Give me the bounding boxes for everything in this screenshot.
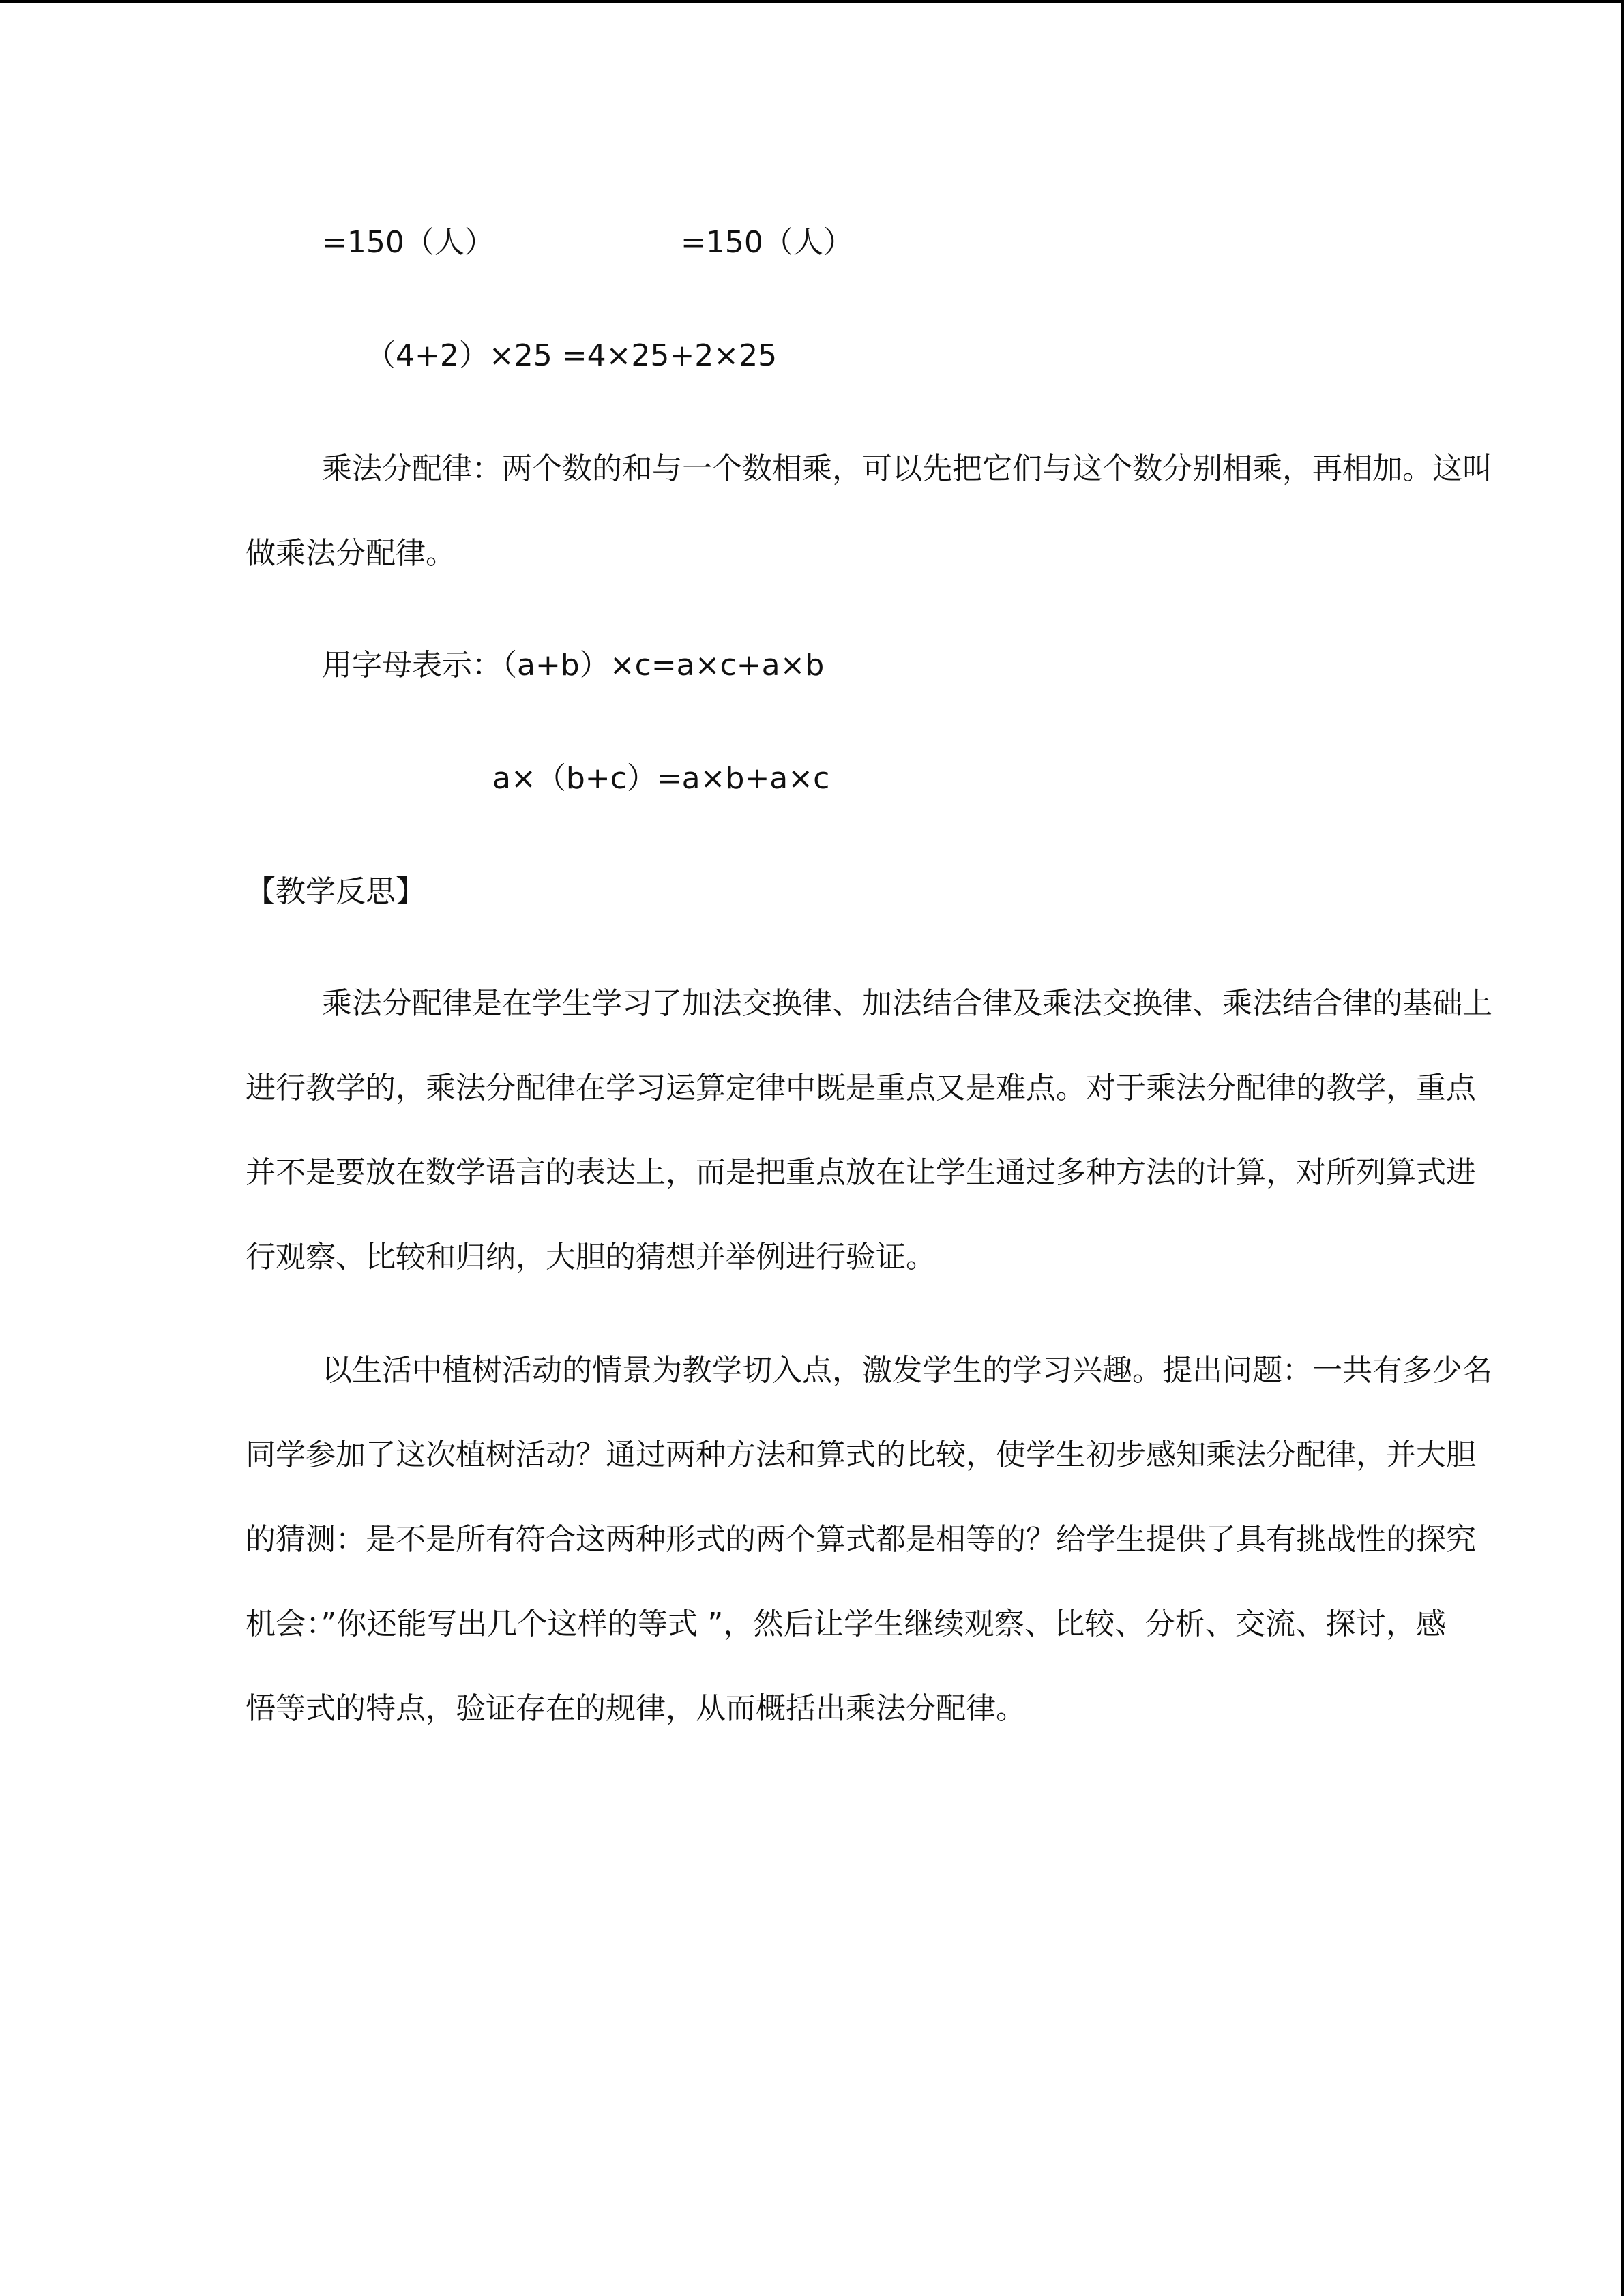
reflection-para1-line-2: 进行教学的，乘法分配律在学习运算定律中既是重点又是难点。对于乘法分配律的教学，重点 (246, 1071, 1476, 1105)
reflection-para1-line-1: 乘法分配律是在学生学习了加法交换律、加法结合律及乘法交换律、乘法结合律的基础上 (322, 986, 1492, 1021)
reflection-para2-line-5: 悟等式的特点，验证存在的规律，从而概括出乘法分配律。 (246, 1691, 1026, 1726)
reflection-para2-line-3: 的猜测：是不是所有符合这两种形式的两个算式都是相等的？给学生提供了具有挑战性的探究 (246, 1522, 1476, 1557)
reflection-para1-line-3: 并不是要放在数学语言的表达上，而是把重点放在让学生通过多种方法的计算，对所列算式进 (246, 1155, 1476, 1190)
equation-left-result: =150（人） (322, 225, 494, 260)
equation-combined: （4+2）×25 =4×25+2×25 (366, 338, 778, 373)
definition-line-1: 乘法分配律：两个数的和与一个数相乘，可以先把它们与这个数分别相乘，再相加。这叫 (322, 451, 1492, 486)
equation-right-result: =150（人） (681, 225, 853, 260)
letter-form-line-1: 用字母表示：（a+b）×c=a×c+a×b (322, 648, 825, 683)
reflection-para2-line-4: 机会：”你还能写出几个这样的等式 ”，然后让学生继续观察、比较、分析、交流、探讨，感 (246, 1607, 1446, 1641)
section-title: 【教学反思】 (246, 874, 426, 909)
letter-form-line-2: a×（b+c）=a×b+a×c (492, 761, 830, 796)
reflection-para2-line-1: 以生活中植树活动的情景为教学切入点，激发学生的学习兴趣。提出问题：一共有多少名 (322, 1353, 1492, 1388)
definition-line-2: 做乘法分配律。 (246, 536, 456, 571)
reflection-para2-line-2: 同学参加了这次植树活动？通过两种方法和算式的比较，使学生初步感知乘法分配律，并大胆 (246, 1437, 1476, 1472)
reflection-para1-line-4: 行观察、比较和归纳，大胆的猜想并举例进行验证。 (246, 1240, 936, 1274)
